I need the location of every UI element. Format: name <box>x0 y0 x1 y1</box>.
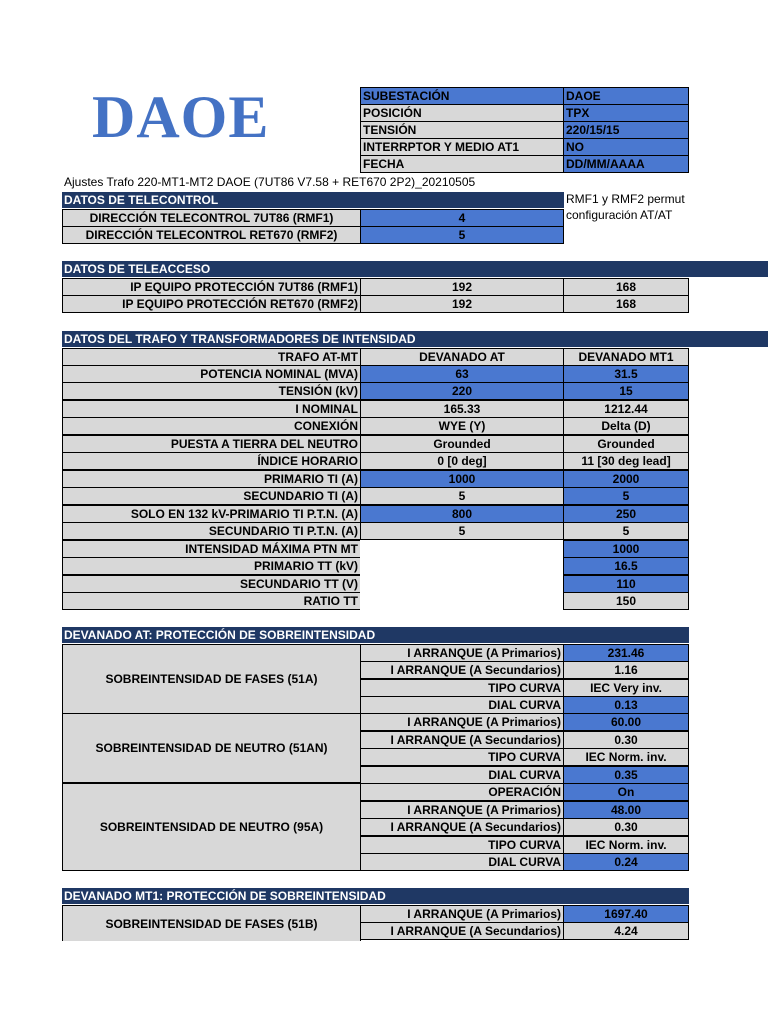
info-value-date: DD/MM/AAAA <box>563 155 689 173</box>
at-95a-label: DIAL CURVA <box>360 853 564 871</box>
mt1-51b-value: 1697.40 <box>563 905 689 923</box>
trafo-row-label: ÍNDICE HORARIO <box>62 452 361 470</box>
subtitle: Ajustes Trafo 220-MT1-MT2 DAOE (7UT86 V7.58 + RET670 2P2)_20210505 <box>64 175 476 189</box>
trafo-row-label: INTENSIDAD MÁXIMA PTN MT <box>62 540 361 558</box>
trafo-row-mt1: Delta (D) <box>563 417 689 435</box>
teleacceso-value-2a: 192 <box>360 295 564 313</box>
trafo-row-mt1: 31.5 <box>563 365 689 383</box>
trafo-row-label: RATIO TT <box>62 592 361 610</box>
trafo-row-at: 800 <box>360 505 564 523</box>
teleacceso-value-1a: 192 <box>360 278 564 296</box>
teleacceso-header: DATOS DE TELEACCESO <box>62 261 768 277</box>
at-95a-label: OPERACIÓN <box>360 783 564 801</box>
trafo-row-at: 0 [0 deg] <box>360 452 564 470</box>
at-51an-value: 60.00 <box>563 713 689 731</box>
mt1-protection-header: DEVANADO MT1: PROTECCIÓN DE SOBREINTENSIDAD <box>62 888 689 904</box>
trafo-row-label: SECUNDARIO TI (A) <box>62 487 361 505</box>
at-95a-value: 0.30 <box>563 818 689 836</box>
mt1-group-51b: SOBREINTENSIDAD DE FASES (51B) <box>62 905 361 941</box>
trafo-row-label: SECUNDARIO TI P.T.N. (A) <box>62 522 361 540</box>
trafo-row-mt1: Grounded <box>563 435 689 453</box>
trafo-row-mt1: 110 <box>563 575 689 593</box>
trafo-row-at: 5 <box>360 487 564 505</box>
trafo-row-mt1: 15 <box>563 382 689 400</box>
trafo-row-label: I NOMINAL <box>62 400 361 418</box>
info-value-breaker: NO <box>563 138 689 156</box>
trafo-header-col2: DEVANADO MT1 <box>563 348 689 366</box>
at-group-95a: SOBREINTENSIDAD DE NEUTRO (95A) <box>62 783 361 871</box>
note-line-1: RMF1 y RMF2 permut <box>566 192 685 206</box>
mt1-51b-label: I ARRANQUE (A Primarios) <box>360 905 564 923</box>
at-51an-label: DIAL CURVA <box>360 766 564 784</box>
trafo-row-at: 63 <box>360 365 564 383</box>
at-51a-value: 231.46 <box>563 644 689 662</box>
trafo-row-at: 165.33 <box>360 400 564 418</box>
trafo-row-label: CONEXIÓN <box>62 417 361 435</box>
trafo-row-label: POTENCIA NOMINAL (MVA) <box>62 365 361 383</box>
info-label-breaker: INTERRPTOR Y MEDIO AT1 <box>360 138 564 156</box>
at-51a-label: TIPO CURVA <box>360 679 564 697</box>
mt1-51b-label: I ARRANQUE (A Secundarios) <box>360 922 564 940</box>
at-51a-value: 0.13 <box>563 696 689 714</box>
trafo-row-mt1: 1000 <box>563 540 689 558</box>
at-51a-value: 1.16 <box>563 661 689 679</box>
telecontrol-value-1: 4 <box>360 209 564 227</box>
teleacceso-label-2: IP EQUIPO PROTECCIÓN RET670 (RMF2) <box>62 295 361 313</box>
at-95a-value: 48.00 <box>563 801 689 819</box>
teleacceso-value-2b: 168 <box>563 295 689 313</box>
trafo-row-mt1: 150 <box>563 592 689 610</box>
at-95a-label: I ARRANQUE (A Primarios) <box>360 801 564 819</box>
info-label-voltage: TENSIÓN <box>360 121 564 139</box>
at-protection-header: DEVANADO AT: PROTECCIÓN DE SOBREINTENSIDAD <box>62 627 689 643</box>
trafo-row-at: 5 <box>360 522 564 540</box>
telecontrol-header: DATOS DE TELECONTROL <box>62 192 564 208</box>
trafo-header-col1: DEVANADO AT <box>360 348 564 366</box>
info-value-position: TPX <box>563 104 689 122</box>
trafo-row-label: SOLO EN 132 kV-PRIMARIO TI P.T.N. (A) <box>62 505 361 523</box>
at-95a-value: IEC Norm. inv. <box>563 836 689 854</box>
company-logo: DAOE <box>92 84 270 150</box>
at-group-51an: SOBREINTENSIDAD DE NEUTRO (51AN) <box>62 713 361 783</box>
trafo-row-mt1: 5 <box>563 487 689 505</box>
trafo-row-at: 1000 <box>360 470 564 488</box>
at-51an-label: I ARRANQUE (A Primarios) <box>360 713 564 731</box>
trafo-row-mt1: 250 <box>563 505 689 523</box>
trafo-row-mt1: 11 [30 deg lead] <box>563 452 689 470</box>
at-51a-label: DIAL CURVA <box>360 696 564 714</box>
trafo-row-at <box>360 592 564 610</box>
at-51an-value: 0.30 <box>563 731 689 749</box>
trafo-row-at <box>360 540 564 558</box>
trafo-row-label: PRIMARIO TI (A) <box>62 470 361 488</box>
teleacceso-value-1b: 168 <box>563 278 689 296</box>
note-line-2: configuración AT/AT <box>566 208 673 222</box>
trafo-row-label: TENSIÓN (kV) <box>62 382 361 400</box>
at-51a-value: IEC Very inv. <box>563 679 689 697</box>
info-value-voltage: 220/15/15 <box>563 121 689 139</box>
info-label-substation: SUBESTACIÓN <box>360 87 564 105</box>
telecontrol-label-1: DIRECCIÓN TELECONTROL 7UT86 (RMF1) <box>62 209 361 227</box>
info-label-date: FECHA <box>360 155 564 173</box>
at-95a-label: I ARRANQUE (A Secundarios) <box>360 818 564 836</box>
at-51an-label: TIPO CURVA <box>360 748 564 766</box>
at-51an-label: I ARRANQUE (A Secundarios) <box>360 731 564 749</box>
trafo-row-label: PRIMARIO TT (kV) <box>62 557 361 575</box>
trafo-row-at: 220 <box>360 382 564 400</box>
mt1-51b-value: 4.24 <box>563 922 689 940</box>
at-95a-value: 0.24 <box>563 853 689 871</box>
at-95a-value: On <box>563 783 689 801</box>
trafo-header-label: TRAFO AT-MT <box>62 348 361 366</box>
teleacceso-label-1: IP EQUIPO PROTECCIÓN 7UT86 (RMF1) <box>62 278 361 296</box>
at-95a-label: TIPO CURVA <box>360 836 564 854</box>
trafo-row-mt1: 5 <box>563 522 689 540</box>
info-label-position: POSICIÓN <box>360 104 564 122</box>
telecontrol-label-2: DIRECCIÓN TELECONTROL RET670 (RMF2) <box>62 226 361 244</box>
trafo-row-at: Grounded <box>360 435 564 453</box>
trafo-row-at: WYE (Y) <box>360 417 564 435</box>
trafo-row-mt1: 16.5 <box>563 557 689 575</box>
at-51an-value: 0.35 <box>563 766 689 784</box>
at-group-51a: SOBREINTENSIDAD DE FASES (51A) <box>62 644 361 714</box>
trafo-row-mt1: 1212.44 <box>563 400 689 418</box>
trafo-header: DATOS DEL TRAFO Y TRANSFORMADORES DE INTENSIDAD <box>62 331 768 347</box>
at-51an-value: IEC Norm. inv. <box>563 748 689 766</box>
trafo-row-label: PUESTA A TIERRA DEL NEUTRO <box>62 435 361 453</box>
info-value-substation: DAOE <box>563 87 689 105</box>
trafo-row-mt1: 2000 <box>563 470 689 488</box>
trafo-row-label: SECUNDARIO TT (V) <box>62 575 361 593</box>
trafo-row-at <box>360 557 564 575</box>
trafo-row-at <box>360 575 564 593</box>
at-51a-label: I ARRANQUE (A Primarios) <box>360 644 564 662</box>
at-51a-label: I ARRANQUE (A Secundarios) <box>360 661 564 679</box>
telecontrol-value-2: 5 <box>360 226 564 244</box>
